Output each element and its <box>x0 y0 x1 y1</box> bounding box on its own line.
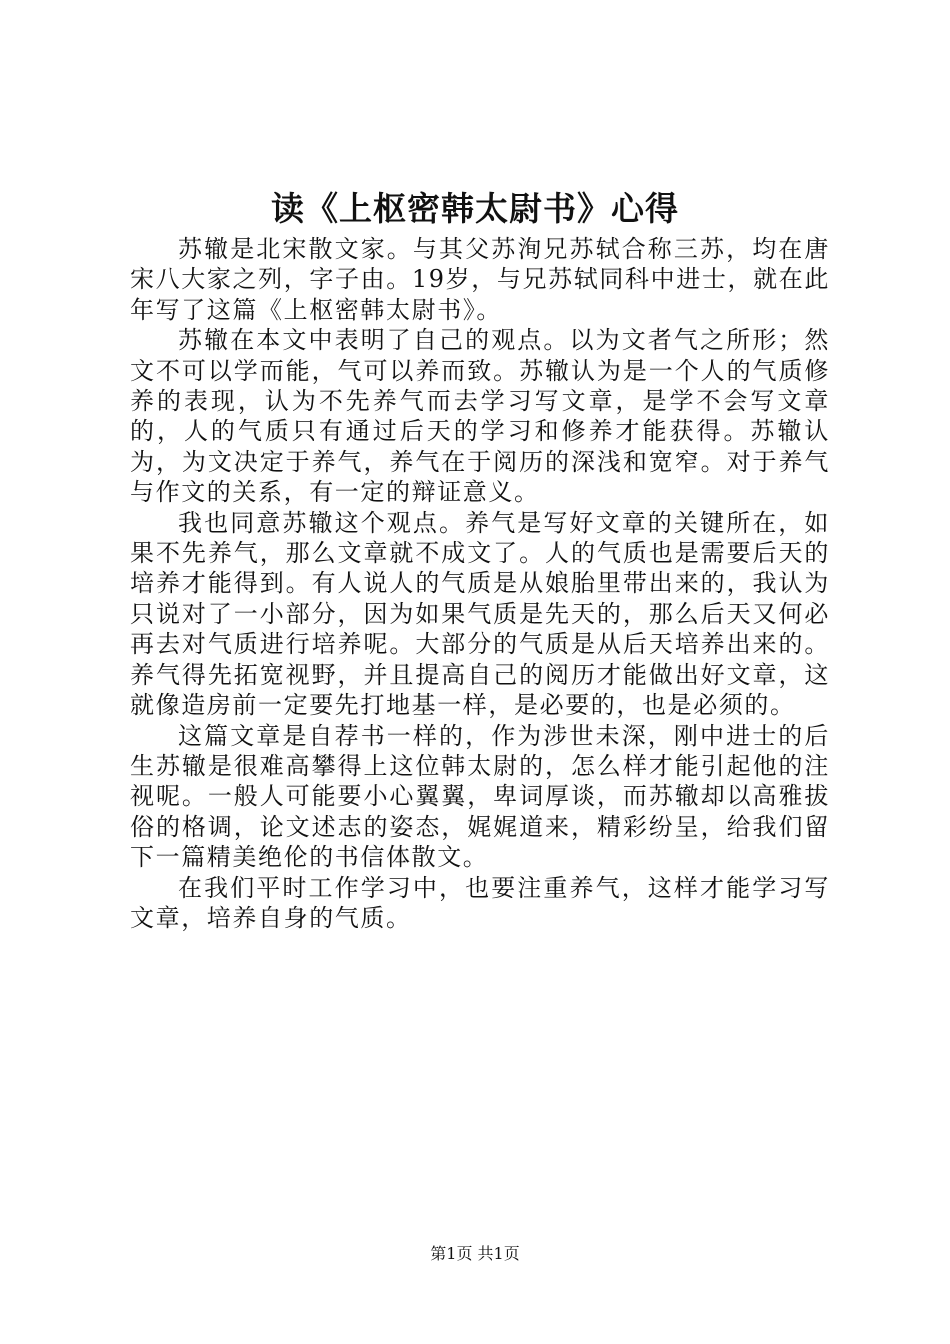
paragraph-4: 这篇文章是自荐书一样的，作为涉世未深，刚中进士的后生苏辙是很难高攀得上这位韩太尉的，怎么样才能引起他的注视呢。一般人可能要小心翼翼，卑词厚谈，而苏辙却以高雅拔俗的格调，论文述志的姿态，娓娓道来，精彩纷呈，给我们留下一篇精美绝伦的书信体散文。 <box>130 721 830 872</box>
paragraph-2: 苏辙在本文中表明了自己的观点。以为文者气之所形；然文不可以学而能，气可以养而致。苏辙认为是一个人的气质修养的表现，认为不先养气而去学习写文章，是学不会写文章的，人的气质只有通过后天的学习和修养才能获得。苏辙认为，为文决定于养气，养气在于阅历的深浅和宽窄。对于养气与作文的关系，有一定的辩证意义。 <box>130 326 830 507</box>
paragraph-5: 在我们平时工作学习中，也要注重养气，这样才能学习写文章，培养自身的气质。 <box>130 873 830 932</box>
page-number: 第1页 <box>430 1244 473 1263</box>
paragraph-3: 我也同意苏辙这个观点。养气是写好文章的关键所在，如果不先养气，那么文章就不成文了。人的气质也是需要后天的培养才能得到。有人说人的气质是从娘胎里带出来的，我认为只说对了一小部分，因为如果气质是先天的，那么后天又何必再去对气质进行培养呢。大部分的气质是从后天培养出来的。养气得先拓宽视野，并且提高自己的阅历才能做出好文章，这就像造房前一定要先打地基一样，是必要的，也是必须的。 <box>130 508 830 720</box>
page-total: 共1页 <box>477 1244 520 1263</box>
document-body <box>130 234 830 933</box>
document-title: 读《上枢密韩太尉书》心得 <box>271 189 679 228</box>
page-footer <box>0 1244 950 1264</box>
paragraph-1: 苏辙是北宋散文家。与其父苏洵兄苏轼合称三苏，均在唐宋八大家之列，字子由。19岁，与兄苏轼同科中进士，就在此年写了这篇《上枢密韩太尉书》。 <box>130 235 830 324</box>
